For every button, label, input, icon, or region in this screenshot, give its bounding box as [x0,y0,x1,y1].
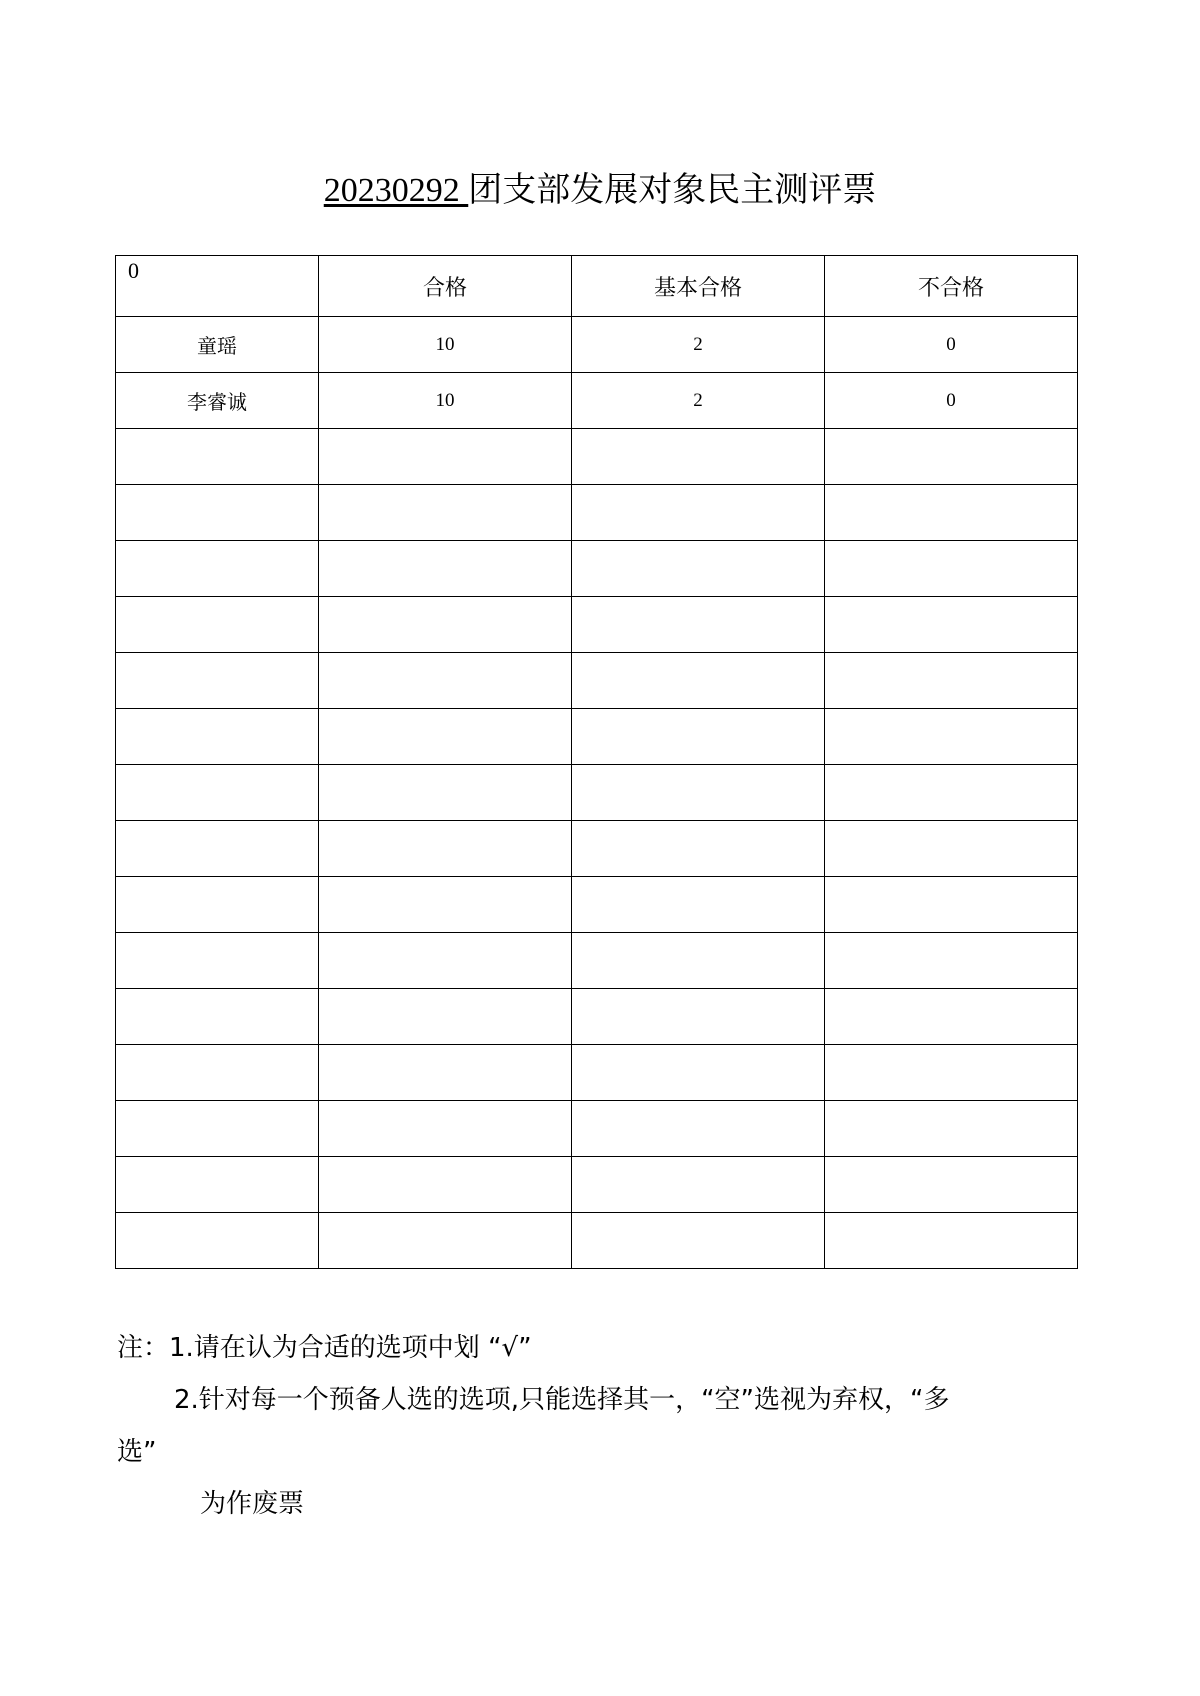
qualified-count-cell [319,485,572,541]
candidate-name-cell [116,485,319,541]
qualified-count-cell [319,989,572,1045]
qualified-count-cell [319,429,572,485]
qualified-count-cell [319,1101,572,1157]
unqualified-count-cell [825,1101,1078,1157]
candidate-name-cell [116,709,319,765]
title-code: 20230292 [323,172,469,209]
candidate-name-cell [116,1045,319,1101]
unqualified-count-cell [825,597,1078,653]
table-row [116,597,1078,653]
qualified-count-cell [319,709,572,765]
unqualified-count-cell: 0 [825,317,1078,373]
table-row [116,1157,1078,1213]
unqualified-count-cell [825,821,1078,877]
candidate-name-cell [116,765,319,821]
candidate-name-cell: 李睿诚 [116,373,319,429]
page-title [0,168,1200,213]
table-row [116,1213,1078,1269]
basically-qualified-count-cell [572,877,825,933]
qualified-count-cell: 10 [319,373,572,429]
qualified-count-cell [319,821,572,877]
table-row [116,821,1078,877]
unqualified-count-cell [825,653,1078,709]
table-row [116,1045,1078,1101]
unqualified-count-cell [825,765,1078,821]
table-row [116,765,1078,821]
header-basically-qualified: 基本合格 [572,256,825,317]
unqualified-count-cell [825,933,1078,989]
table-row [116,1101,1078,1157]
basically-qualified-count-cell [572,429,825,485]
basically-qualified-count-cell [572,653,825,709]
table-row [116,989,1078,1045]
unqualified-count-cell [825,989,1078,1045]
candidate-name-cell [116,653,319,709]
table-row [116,653,1078,709]
table-row [116,429,1078,485]
basically-qualified-count-cell [572,709,825,765]
title-text: 团支部发展对象民主测评票 [468,170,877,210]
basically-qualified-count-cell [572,597,825,653]
basically-qualified-count-cell [572,933,825,989]
candidate-name-cell [116,429,319,485]
qualified-count-cell [319,1045,572,1101]
basically-qualified-count-cell [572,821,825,877]
basically-qualified-count-cell [572,1045,825,1101]
qualified-count-cell [319,1157,572,1213]
note-line-2: 2.针对每一个预备人选的选项,只能选择其一，“空”选视为弃权，“多 [174,1385,950,1415]
table-row [116,877,1078,933]
unqualified-count-cell: 0 [825,373,1078,429]
qualified-count-cell [319,765,572,821]
note-line-4: 为作废票 [200,1489,305,1519]
candidate-name-cell: 童瑶 [116,317,319,373]
header-qualified: 合格 [319,256,572,317]
evaluation-table [115,255,1078,1269]
table-row [116,541,1078,597]
unqualified-count-cell [825,541,1078,597]
unqualified-count-cell [825,709,1078,765]
candidate-name-cell [116,1101,319,1157]
candidate-name-cell [116,541,319,597]
basically-qualified-count-cell [572,1157,825,1213]
qualified-count-cell [319,597,572,653]
header-unqualified: 不合格 [825,256,1078,317]
qualified-count-cell: 10 [319,317,572,373]
table-row [116,933,1078,989]
basically-qualified-count-cell: 2 [572,317,825,373]
candidate-name-cell [116,877,319,933]
table-row [116,485,1078,541]
table-row [116,709,1078,765]
basically-qualified-count-cell: 2 [572,373,825,429]
unqualified-count-cell [825,877,1078,933]
table-row [116,373,1078,429]
corner-cell: 0 [116,256,319,317]
basically-qualified-count-cell [572,541,825,597]
table-header-row [116,256,1078,317]
notes [117,1322,1117,1530]
qualified-count-cell [319,877,572,933]
candidate-name-cell [116,1157,319,1213]
unqualified-count-cell [825,1213,1078,1269]
basically-qualified-count-cell [572,1101,825,1157]
unqualified-count-cell [825,1157,1078,1213]
table-row [116,317,1078,373]
qualified-count-cell [319,1213,572,1269]
basically-qualified-count-cell [572,989,825,1045]
unqualified-count-cell [825,1045,1078,1101]
candidate-name-cell [116,1213,319,1269]
candidate-name-cell [116,933,319,989]
qualified-count-cell [319,933,572,989]
candidate-name-cell [116,821,319,877]
basically-qualified-count-cell [572,485,825,541]
basically-qualified-count-cell [572,1213,825,1269]
candidate-name-cell [116,989,319,1045]
unqualified-count-cell [825,429,1078,485]
qualified-count-cell [319,653,572,709]
basically-qualified-count-cell [572,765,825,821]
note-line-3: 选” [117,1437,157,1467]
qualified-count-cell [319,541,572,597]
unqualified-count-cell [825,485,1078,541]
candidate-name-cell [116,597,319,653]
note-line-1: 注：1.请在认为合适的选项中划 “√” [117,1333,532,1363]
